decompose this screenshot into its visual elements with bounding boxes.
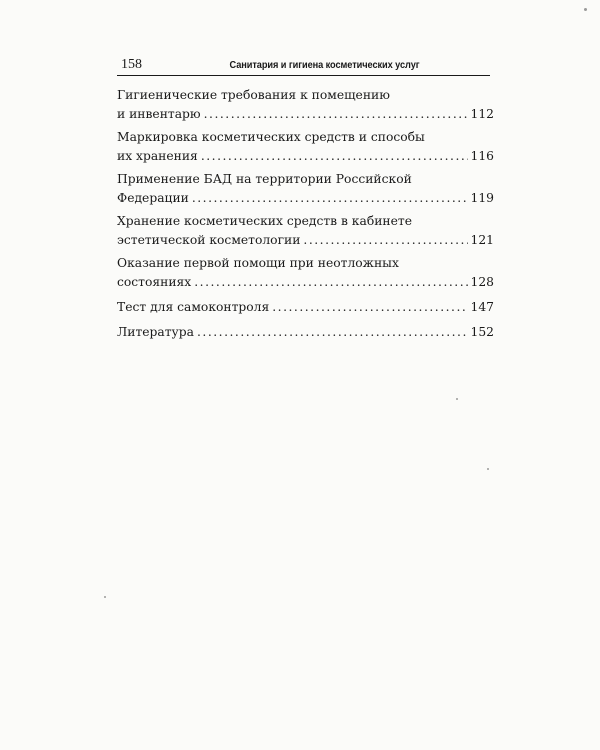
toc-entry-title-line: Маркировка косметических средств и способы	[117, 130, 425, 144]
toc-entry-title-line: Применение БАД на территории Российской	[117, 172, 412, 186]
toc-page-number: 128	[470, 275, 494, 289]
toc-entry	[117, 212, 494, 250]
toc-entry	[117, 128, 494, 166]
toc-entry	[117, 254, 494, 292]
paper-speck	[584, 8, 587, 11]
toc-entry-title-line: Хранение косметических средств в кабинете	[117, 214, 412, 228]
toc-entry-title-line: Федерации	[117, 191, 189, 205]
toc-entry-title-line: эстетической косметологии	[117, 233, 301, 247]
toc-entry	[117, 170, 494, 208]
toc-page-number: 121	[470, 233, 494, 247]
toc-page-number: 147	[470, 300, 494, 314]
dot-leader	[303, 231, 467, 250]
toc-entry	[117, 323, 494, 342]
dot-leader	[204, 105, 468, 124]
dot-leader	[201, 147, 468, 166]
dot-leader	[192, 189, 468, 208]
page-number: 158	[121, 57, 142, 72]
toc-entry	[117, 86, 494, 124]
toc-entry-title-line: Тест для самоконтроля	[117, 300, 270, 314]
toc-entry-title-line: Оказание первой помощи при неотложных	[117, 256, 399, 270]
toc-page-number: 152	[470, 325, 494, 339]
paper-speck	[104, 596, 106, 598]
paper-speck	[456, 398, 458, 400]
toc-page-number: 112	[470, 107, 494, 121]
toc-entry-title-line: Гигиенические требования к помещению	[117, 88, 390, 102]
toc-entry-title-line: состояниях	[117, 275, 192, 289]
dot-leader	[194, 273, 467, 292]
toc-entry	[117, 298, 494, 317]
table-of-contents	[117, 86, 494, 342]
toc-page-number: 116	[470, 149, 494, 163]
page-header	[117, 57, 490, 76]
paper-speck	[487, 468, 489, 470]
toc-page-number: 119	[470, 191, 494, 205]
toc-entry-title-line: Литература	[117, 325, 194, 339]
dot-leader	[272, 298, 467, 317]
dot-leader	[197, 323, 468, 342]
toc-entry-title-line: и инвентарю	[117, 107, 201, 121]
toc-entry-title-line: их хранения	[117, 149, 198, 163]
running-title: Санитария и гигиена косметических услуг	[229, 59, 420, 71]
